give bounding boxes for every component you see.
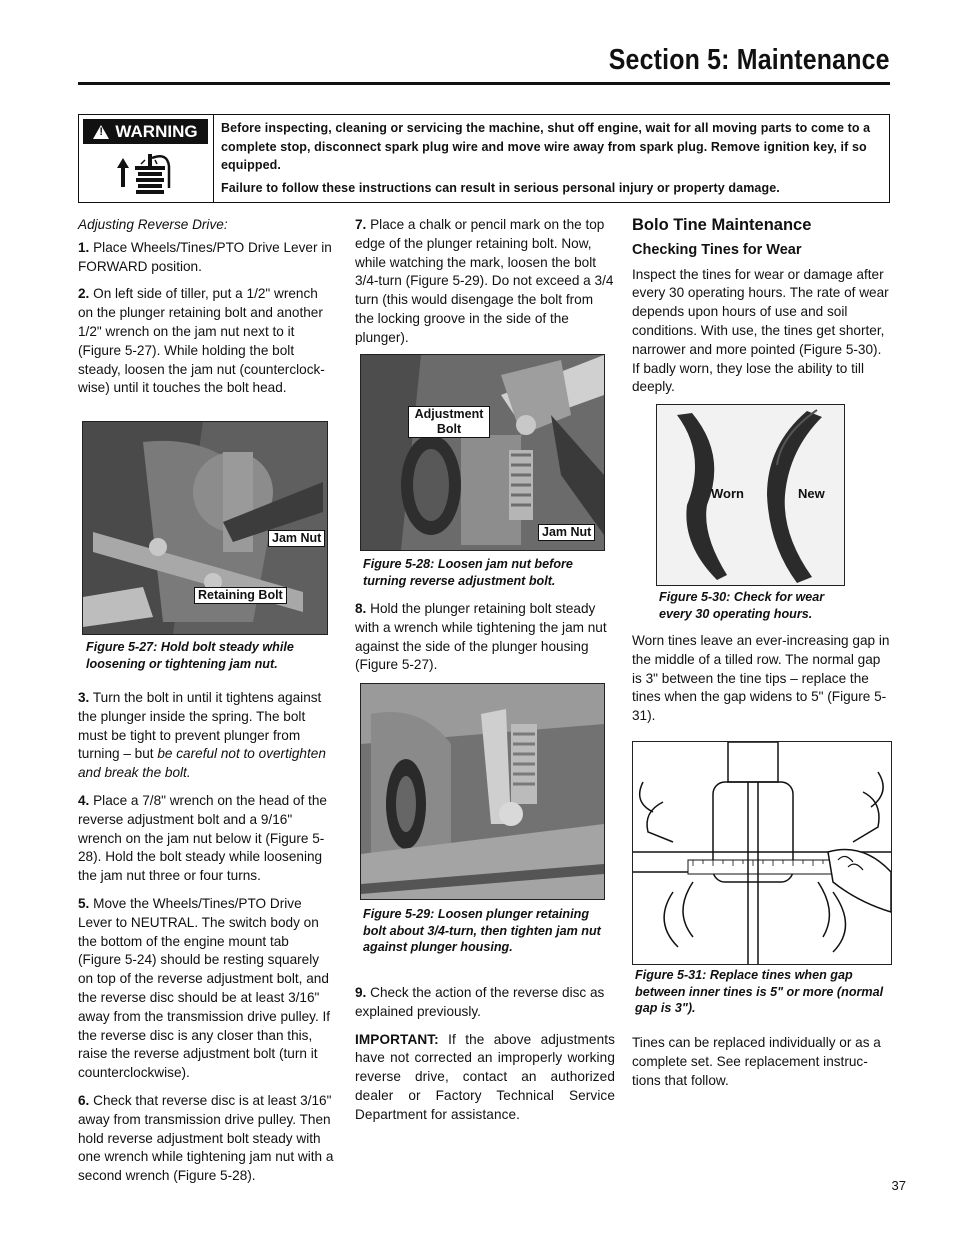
figure-5-30-caption: Figure 5-30: Check for wear every 30 operating hours. xyxy=(659,590,825,621)
warning-symbol-panel xyxy=(79,115,214,202)
callout-jam-nut-fig27: Jam Nut xyxy=(268,530,325,547)
column-middle xyxy=(355,216,615,357)
figure-5-31-caption: Figure 5-31: Replace tines when gap between inner tines is 5" or more (normal gap is 3"). xyxy=(635,968,884,1015)
step-2: 2. On left side of tiller, put a 1/2" wrench on the plunger retaining bolt and another 1/2" wrench on the jam nut next to it (Figure 5-27). While holding the bolt steady, loosen the jam nut (counterclock-wise) until it touches the bolt head. xyxy=(78,286,325,396)
warning-box xyxy=(78,114,890,203)
warning-instruction: Before inspecting, cleaning or servicing the machine, shut off engine, wait for all moving parts to come to a complete stop, disconnect spark plug wire and move wire away from spark plug. Remove ignition key, if so equipped. xyxy=(221,121,871,172)
tine-replacement-text: Tines can be replaced individually or as a complete set. See replacement instruc-tions that follow. xyxy=(632,1035,881,1088)
column-right-middle xyxy=(632,632,892,735)
alert-triangle-icon xyxy=(93,125,109,139)
step-1: 1. Place Wheels/Tines/PTO Drive Lever in FORWARD position. xyxy=(78,239,332,274)
step-5: 5. Move the Wheels/Tines/PTO Drive Lever to NEUTRAL. The switch body on the bottom of the engine mount tab (Figure 5-24) should be resting squarely on top of the reverse adjustment bolt, and the reverse disc should be at least 3/16" away from the transmission drive pulley. If the reverse disc is any closer than this, raise the reverse adjustment bolt (turn it counterclockwise). xyxy=(78,895,331,1081)
checking-tines-subheading: Checking Tines for Wear xyxy=(632,241,802,258)
warning-badge xyxy=(83,119,208,144)
header-rule xyxy=(78,82,890,85)
adjusting-reverse-drive-heading: Adjusting Reverse Drive: xyxy=(78,217,228,232)
tine-inspection-text: Inspect the tines for wear or damage after every 30 operating hours. The rate of wear depends upon hours of use and soil conditions. With use, the tines get shorter, narrower and more pointed (Figure 5-30). If badly worn, they lose the ability to till deeply. xyxy=(632,266,889,395)
column-middle-lower xyxy=(355,984,615,1134)
page-title: Section 5: Maintenance xyxy=(609,44,890,76)
tine-gap-text: Worn tines leave an ever-increasing gap in the middle of a tilled row. The normal gap is 3" between the tine tips – replace the tines when the gap widens to 5" (Figure 5-31). xyxy=(632,633,890,724)
figure-5-31-illustration xyxy=(632,741,892,965)
step-7: 7. Place a chalk or pencil mark on the top edge of the plunger retaining bolt. Now, while watching the mark, loosen the bolt 3/4-turn (Figure 5-29). Do not exceed a 3/4 turn (this would disengage the bolt from the locking groove in the side of the plunger). xyxy=(355,217,614,345)
page-number: 37 xyxy=(891,1178,906,1193)
label-new: New xyxy=(798,486,825,501)
column-middle-step8 xyxy=(355,600,615,684)
step-3: 3. Turn the bolt in until it tightens against the plunger inside the spring. The bolt must be tight to prevent plunger from turning – but be careful not to overtighten and break the bolt. xyxy=(78,690,326,781)
step-8: 8. Hold the plunger retaining bolt steady with a wrench while tightening the jam nut against the side of the plunger housing (Figure 5-27). xyxy=(355,601,607,673)
warning-text xyxy=(221,119,885,201)
callout-adjustment-bolt: Adjustment Bolt xyxy=(408,406,490,438)
figure-5-28-caption: Figure 5-28: Loosen jam nut before turning reverse adjustment bolt. xyxy=(363,557,573,588)
figure-5-29-caption: Figure 5-29: Loosen plunger retaining bolt about 3/4-turn, then tighten jam nut against plunger housing. xyxy=(363,907,601,954)
figure-5-29-photo xyxy=(360,683,605,900)
figure-5-27-caption: Figure 5-27: Hold bolt steady while loosening or tightening jam nut. xyxy=(86,640,294,671)
spark-plug-disconnect-icon xyxy=(111,148,181,198)
callout-jam-nut-fig28: Jam Nut xyxy=(538,524,595,541)
warning-label: WARNING xyxy=(115,121,198,141)
step-4: 4. Place a 7/8" wrench on the head of the reverse adjustment bolt and a 9/16" wrench on the jam nut below it (Figure 5-28). Hold the bolt steady while loosening the jam nut three or four turns. xyxy=(78,792,327,884)
label-worn: Worn xyxy=(711,486,744,501)
column-left xyxy=(78,216,335,407)
column-right-lower xyxy=(632,1034,892,1099)
warning-consequence: Failure to follow these instructions can result in serious personal injury or property damage. xyxy=(221,180,780,195)
column-right xyxy=(632,216,892,406)
column-left-lower xyxy=(78,689,335,1195)
figure-5-28-photo xyxy=(360,354,605,551)
step-6: 6. Check that reverse disc is at least 3/16" away from transmission drive pulley. Then hold reverse adjustment bolt steady with one wrench while tightening jam nut with a second wrench (Figure 5-28). xyxy=(78,1092,334,1184)
bolo-tine-heading: Bolo Tine Maintenance xyxy=(632,216,812,234)
callout-retaining-bolt: Retaining Bolt xyxy=(194,587,287,604)
important-note: IMPORTANT: If the above adjustments have not corrected an improperly working reverse drive, contact an authorized dealer or Factory Technical Service Department for assistance. xyxy=(355,1031,615,1122)
step-9: 9. Check the action of the reverse disc as explained previously. xyxy=(355,985,605,1019)
